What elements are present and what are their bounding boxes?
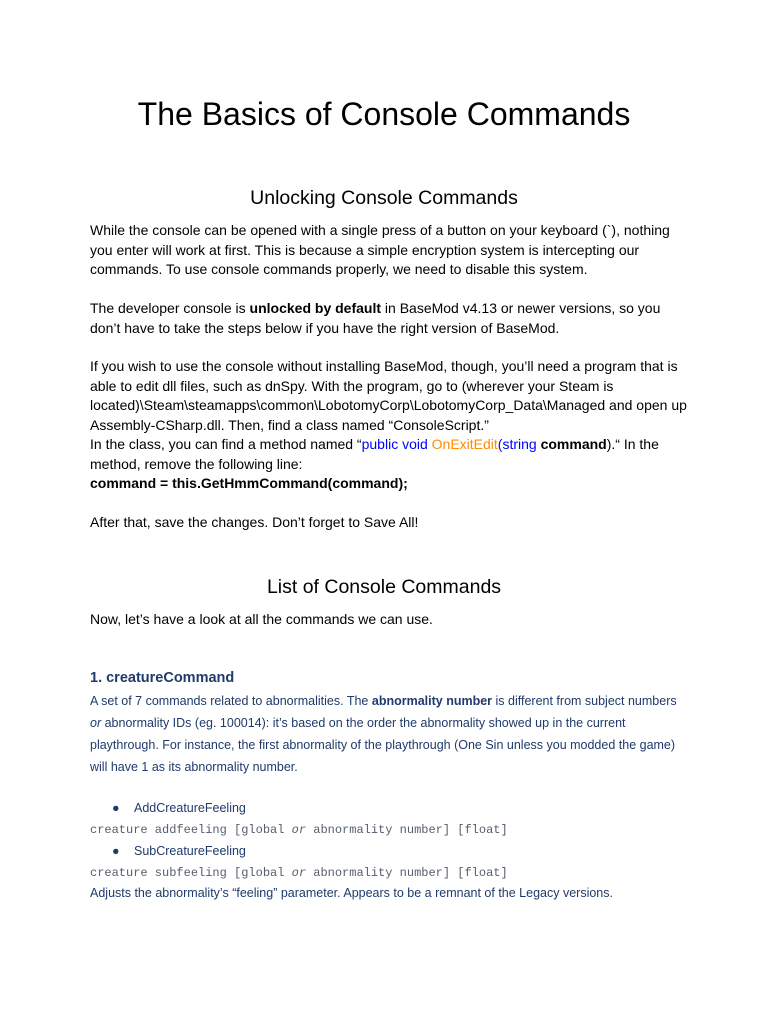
code-string-type: string: [502, 436, 537, 452]
bullet-icon: ●: [112, 801, 120, 815]
desc-mid1: is different from subject numbers: [492, 694, 677, 708]
code-public-void: public void: [361, 436, 428, 452]
code-command-param: command: [540, 436, 607, 452]
paragraph-list-intro: Now, let’s have a look at all the commands we can use.: [90, 611, 433, 627]
syntax-post: abnormality number] [float]: [306, 823, 508, 837]
section-heading-unlocking: Unlocking Console Commands: [250, 187, 518, 209]
paragraph-method-pre: In the class, you can find a method named “: [90, 436, 362, 452]
desc-mid2: abnormality IDs (eg. 100014): it’s based on the order the abnormality showed up in the current playthrough. For instance, the first abnormality of the playthrough (One Sin unless you modded the game) will have 1 as its abnormality number.: [90, 716, 676, 774]
syntax-italic: or: [291, 823, 307, 837]
command-syntax: [90, 864, 508, 882]
code-line: command = this.GetHmmCommand(command);: [90, 475, 408, 491]
section-heading-list: List of Console Commands: [266, 576, 502, 598]
command-name: SubCreatureFeeling: [134, 844, 246, 858]
page-title: The Basics of Console Commands: [137, 96, 631, 132]
unlocked-by-default-text: unlocked by default: [249, 300, 382, 316]
code-close-paren: ): [606, 436, 612, 452]
syntax-pre: creature subfeeling [global: [90, 866, 292, 880]
command-name: AddCreatureFeeling: [134, 801, 246, 815]
desc-pre: A set of 7 commands related to abnormalities. The: [90, 694, 372, 708]
paragraph-basemod: [90, 299, 690, 338]
code-open-paren: (: [497, 436, 503, 452]
paragraph-intro: While the console can be opened with a single press of a button on your keyboard (`), nothing you enter will work at first. This is because a simple encryption system is intercepting our commands. To use console commands properly, we need to disable this system.: [90, 222, 670, 277]
desc-italic-or: or: [90, 716, 102, 730]
syntax-pre: creature addfeeling [global: [90, 823, 292, 837]
paragraph-basemod-post: in BaseMod v4.13 or newer versions, so you don’t have to take the steps below if you have the right version of BaseMod.: [90, 300, 661, 336]
paragraph-method-post: .“ In the method, remove the following line:: [90, 436, 659, 472]
list-item: [112, 842, 246, 860]
subheading-creature-command: 1. creatureCommand: [90, 670, 235, 686]
paragraph-method: [90, 435, 690, 474]
bullet-icon: ●: [112, 844, 120, 858]
abnormality-number-text: abnormality number: [371, 694, 493, 708]
command-syntax: [90, 821, 508, 839]
paragraph-save: After that, save the changes. Don’t forget to Save All!: [90, 514, 419, 530]
syntax-italic: or: [291, 866, 307, 880]
paragraph-dnspy: If you wish to use the console without installing BaseMod, though, you’ll need a program that is able to edit dll files, such as dnSpy. With the program, go to (wherever your Steam is located)\Steam\steamapps\common\LobotomyCorp\LobotomyCorp_Data\Managed and open up Assembly-CSharp.dll. Then, find a class named “ConsoleScript.”: [90, 358, 687, 433]
paragraph-creature-desc: [90, 690, 680, 778]
syntax-post: abnormality number] [float]: [306, 866, 508, 880]
paragraph-basemod-pre: The developer console is: [90, 300, 250, 316]
list-item: [112, 799, 246, 817]
code-method-name: OnExitEdit: [431, 436, 498, 452]
paragraph-feeling-note: Adjusts the abnormality’s “feeling” parameter. Appears to be a remnant of the Legacy versions.: [90, 886, 613, 900]
